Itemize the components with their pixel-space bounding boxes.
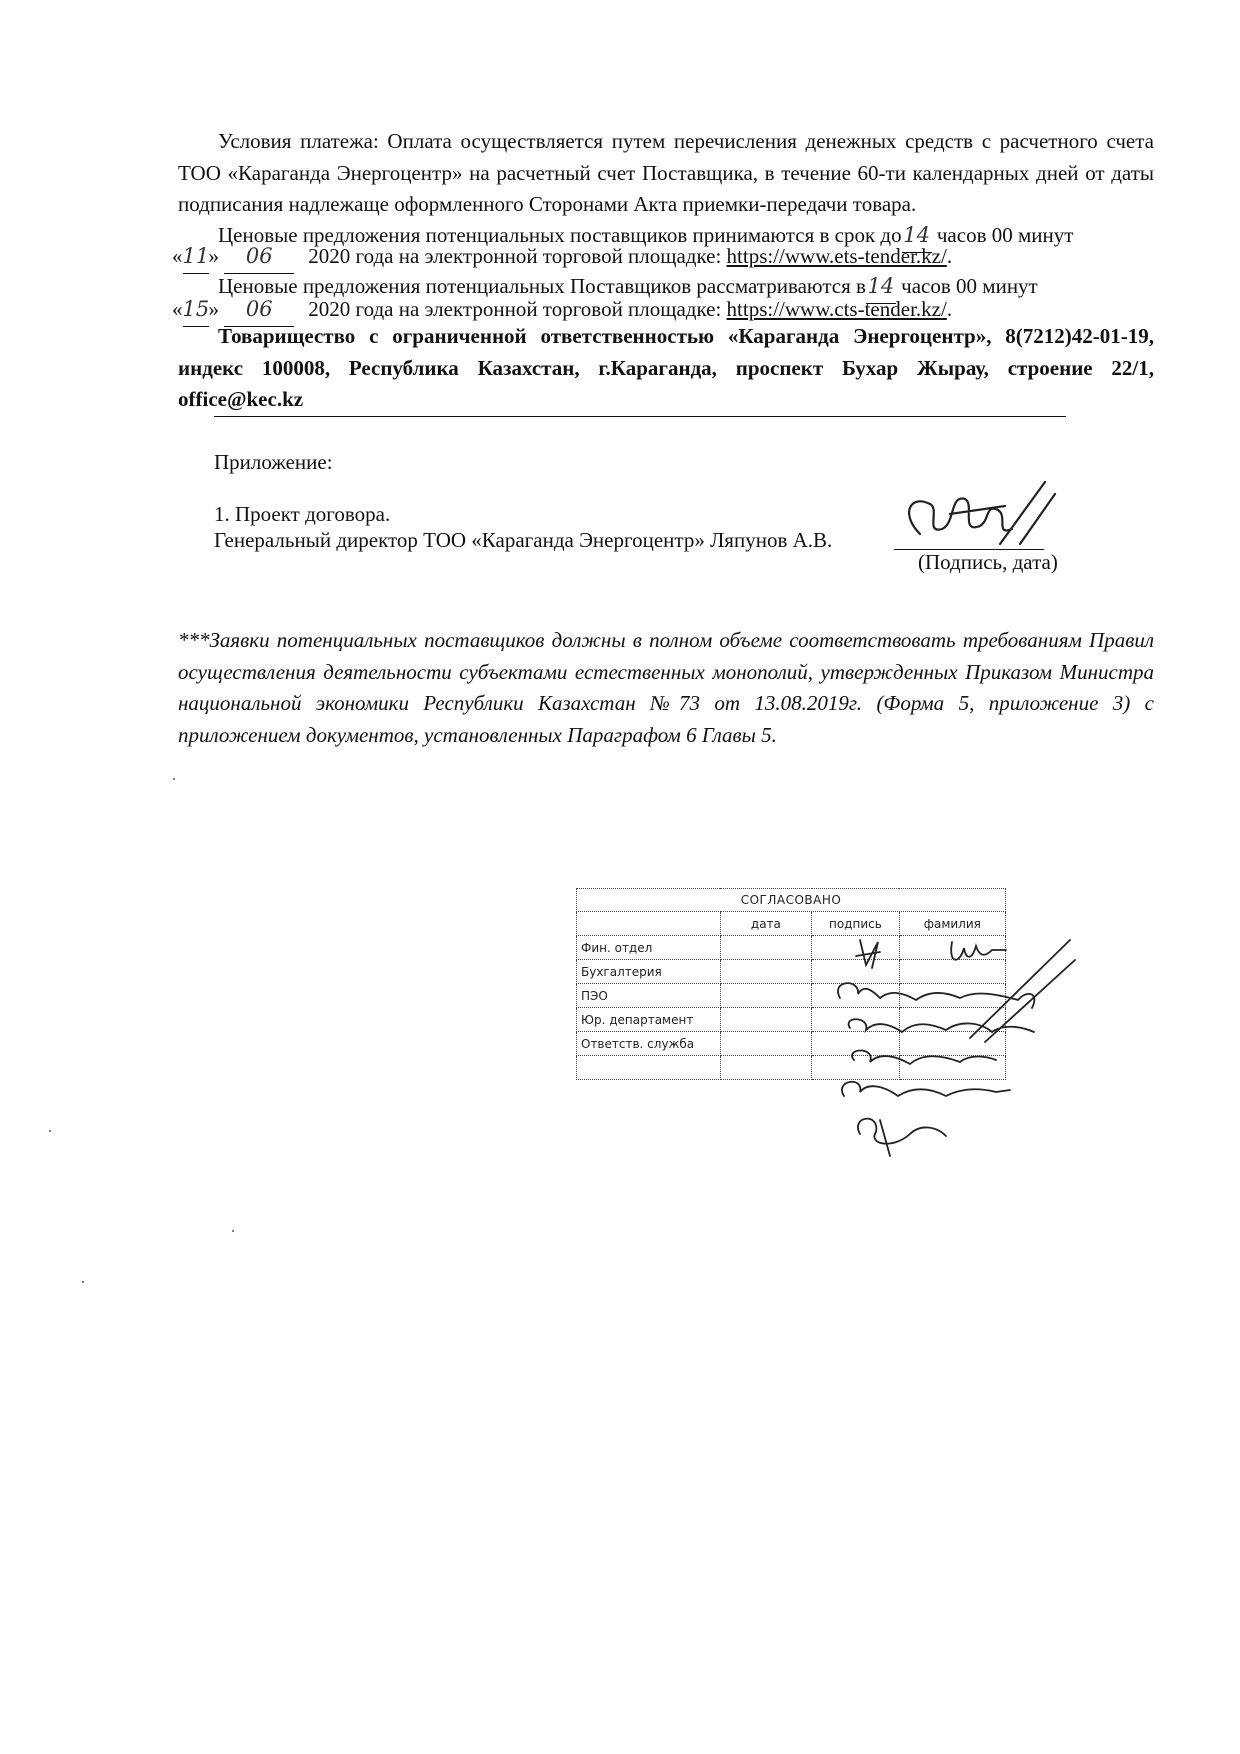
footnote <box>178 625 1154 751</box>
approval-col-blank <box>577 912 721 936</box>
submission-day-handwritten: 11 <box>183 241 209 274</box>
submission-url-end: . <box>946 244 953 268</box>
payment-terms <box>178 126 1154 221</box>
approval-row-label <box>577 1056 721 1080</box>
scan-speck <box>82 1281 84 1283</box>
submission-url: https://www.ets-tender.kz/ <box>726 244 947 268</box>
approval-row-label: Бухгалтерия <box>577 960 721 984</box>
attachment-item-1: 1. Проект договора. <box>214 502 391 526</box>
submission-quote-open: « <box>172 244 183 268</box>
submission-quote-close: » <box>208 244 219 268</box>
signer-line: Генеральный директор ТОО «Караганда Энергоцентр» Ляпунов А.В. <box>214 528 833 552</box>
review-quote-open: « <box>172 297 183 321</box>
company-details-text: Товарищество с ограниченной ответственностью «Караганда Энергоцентр», 8(7212)42-01-19, индекс 100008, Республика Казахстан, г.Караганда, проспект Бухар Жырау, строение 22/1, office@kec.kz <box>178 324 1154 411</box>
approval-row-label: ПЭО <box>577 984 721 1008</box>
approval-row-label: Юр. департамент <box>577 1008 721 1032</box>
signature-caption: (Подпись, дата) <box>918 550 1058 574</box>
approval-col-surname: фамилия <box>899 912 1005 936</box>
review-time-suffix: часов 00 минут <box>901 274 1038 298</box>
review-url-end: . <box>946 297 953 321</box>
approval-col-date: дата <box>720 912 812 936</box>
separator-line <box>214 416 1066 417</box>
review-day-handwritten: 15 <box>183 294 209 327</box>
attachment-heading: Приложение: <box>214 450 333 474</box>
stray-dot <box>173 778 175 780</box>
submission-hour-handwritten: 14 <box>902 220 932 253</box>
approval-row-label: Ответств. служба <box>577 1032 721 1056</box>
review-hour-handwritten: 14 <box>866 271 896 304</box>
director-signature <box>880 474 1060 554</box>
scan-speck <box>232 1230 234 1232</box>
submission-month-handwritten: 06 <box>224 241 294 274</box>
footnote-text: ***Заявки потенциальных поставщиков должны в полном объеме соответствовать требованиям Правил осуществления деятельности субъектами естественных монополий, утвержденных Приказом Министра национальной экономики Республики Казахстан №73 от 13.08.2019г. (Форма 5, приложение 3) с приложением документов, установленных Параграфом 6 Главы 5. <box>178 628 1154 747</box>
review-month-handwritten: 06 <box>224 294 294 327</box>
payment-terms-text: Условия платежа: Оплата осуществляется путем перечисления денежных средств с расчетного счета ТОО «Караганда Энергоцентр» на расчетный счет Поставщика, в течение 60-ти календарных дней от даты подписания надлежаще оформленного Сторонами Акта приемки-передачи товара. <box>178 129 1154 216</box>
approval-col-signature: подпись <box>812 912 899 936</box>
submission-line-2 <box>172 241 1148 274</box>
submission-platform-text: 2020 года на электронной торговой площадке: <box>308 244 722 268</box>
review-url: https://www.cts-tender.kz/ <box>726 297 947 321</box>
submission-text: Ценовые предложения потенциальных поставщиков принимаются в срок до <box>218 223 902 247</box>
submission-time-suffix: часов 00 минут <box>936 223 1074 247</box>
review-platform-text: 2020 года на электронной торговой площадке: <box>308 297 722 321</box>
company-details <box>178 321 1154 416</box>
review-quote-close: » <box>208 297 219 321</box>
scan-speck <box>49 1130 51 1132</box>
review-text: Ценовые предложения потенциальных Поставщиков рассматриваются в <box>218 274 866 298</box>
approval-title: СОГЛАСОВАНО <box>577 889 1006 912</box>
approval-handwritten-signatures <box>820 920 1080 1160</box>
approval-row-label: Фин. отдел <box>577 936 721 960</box>
